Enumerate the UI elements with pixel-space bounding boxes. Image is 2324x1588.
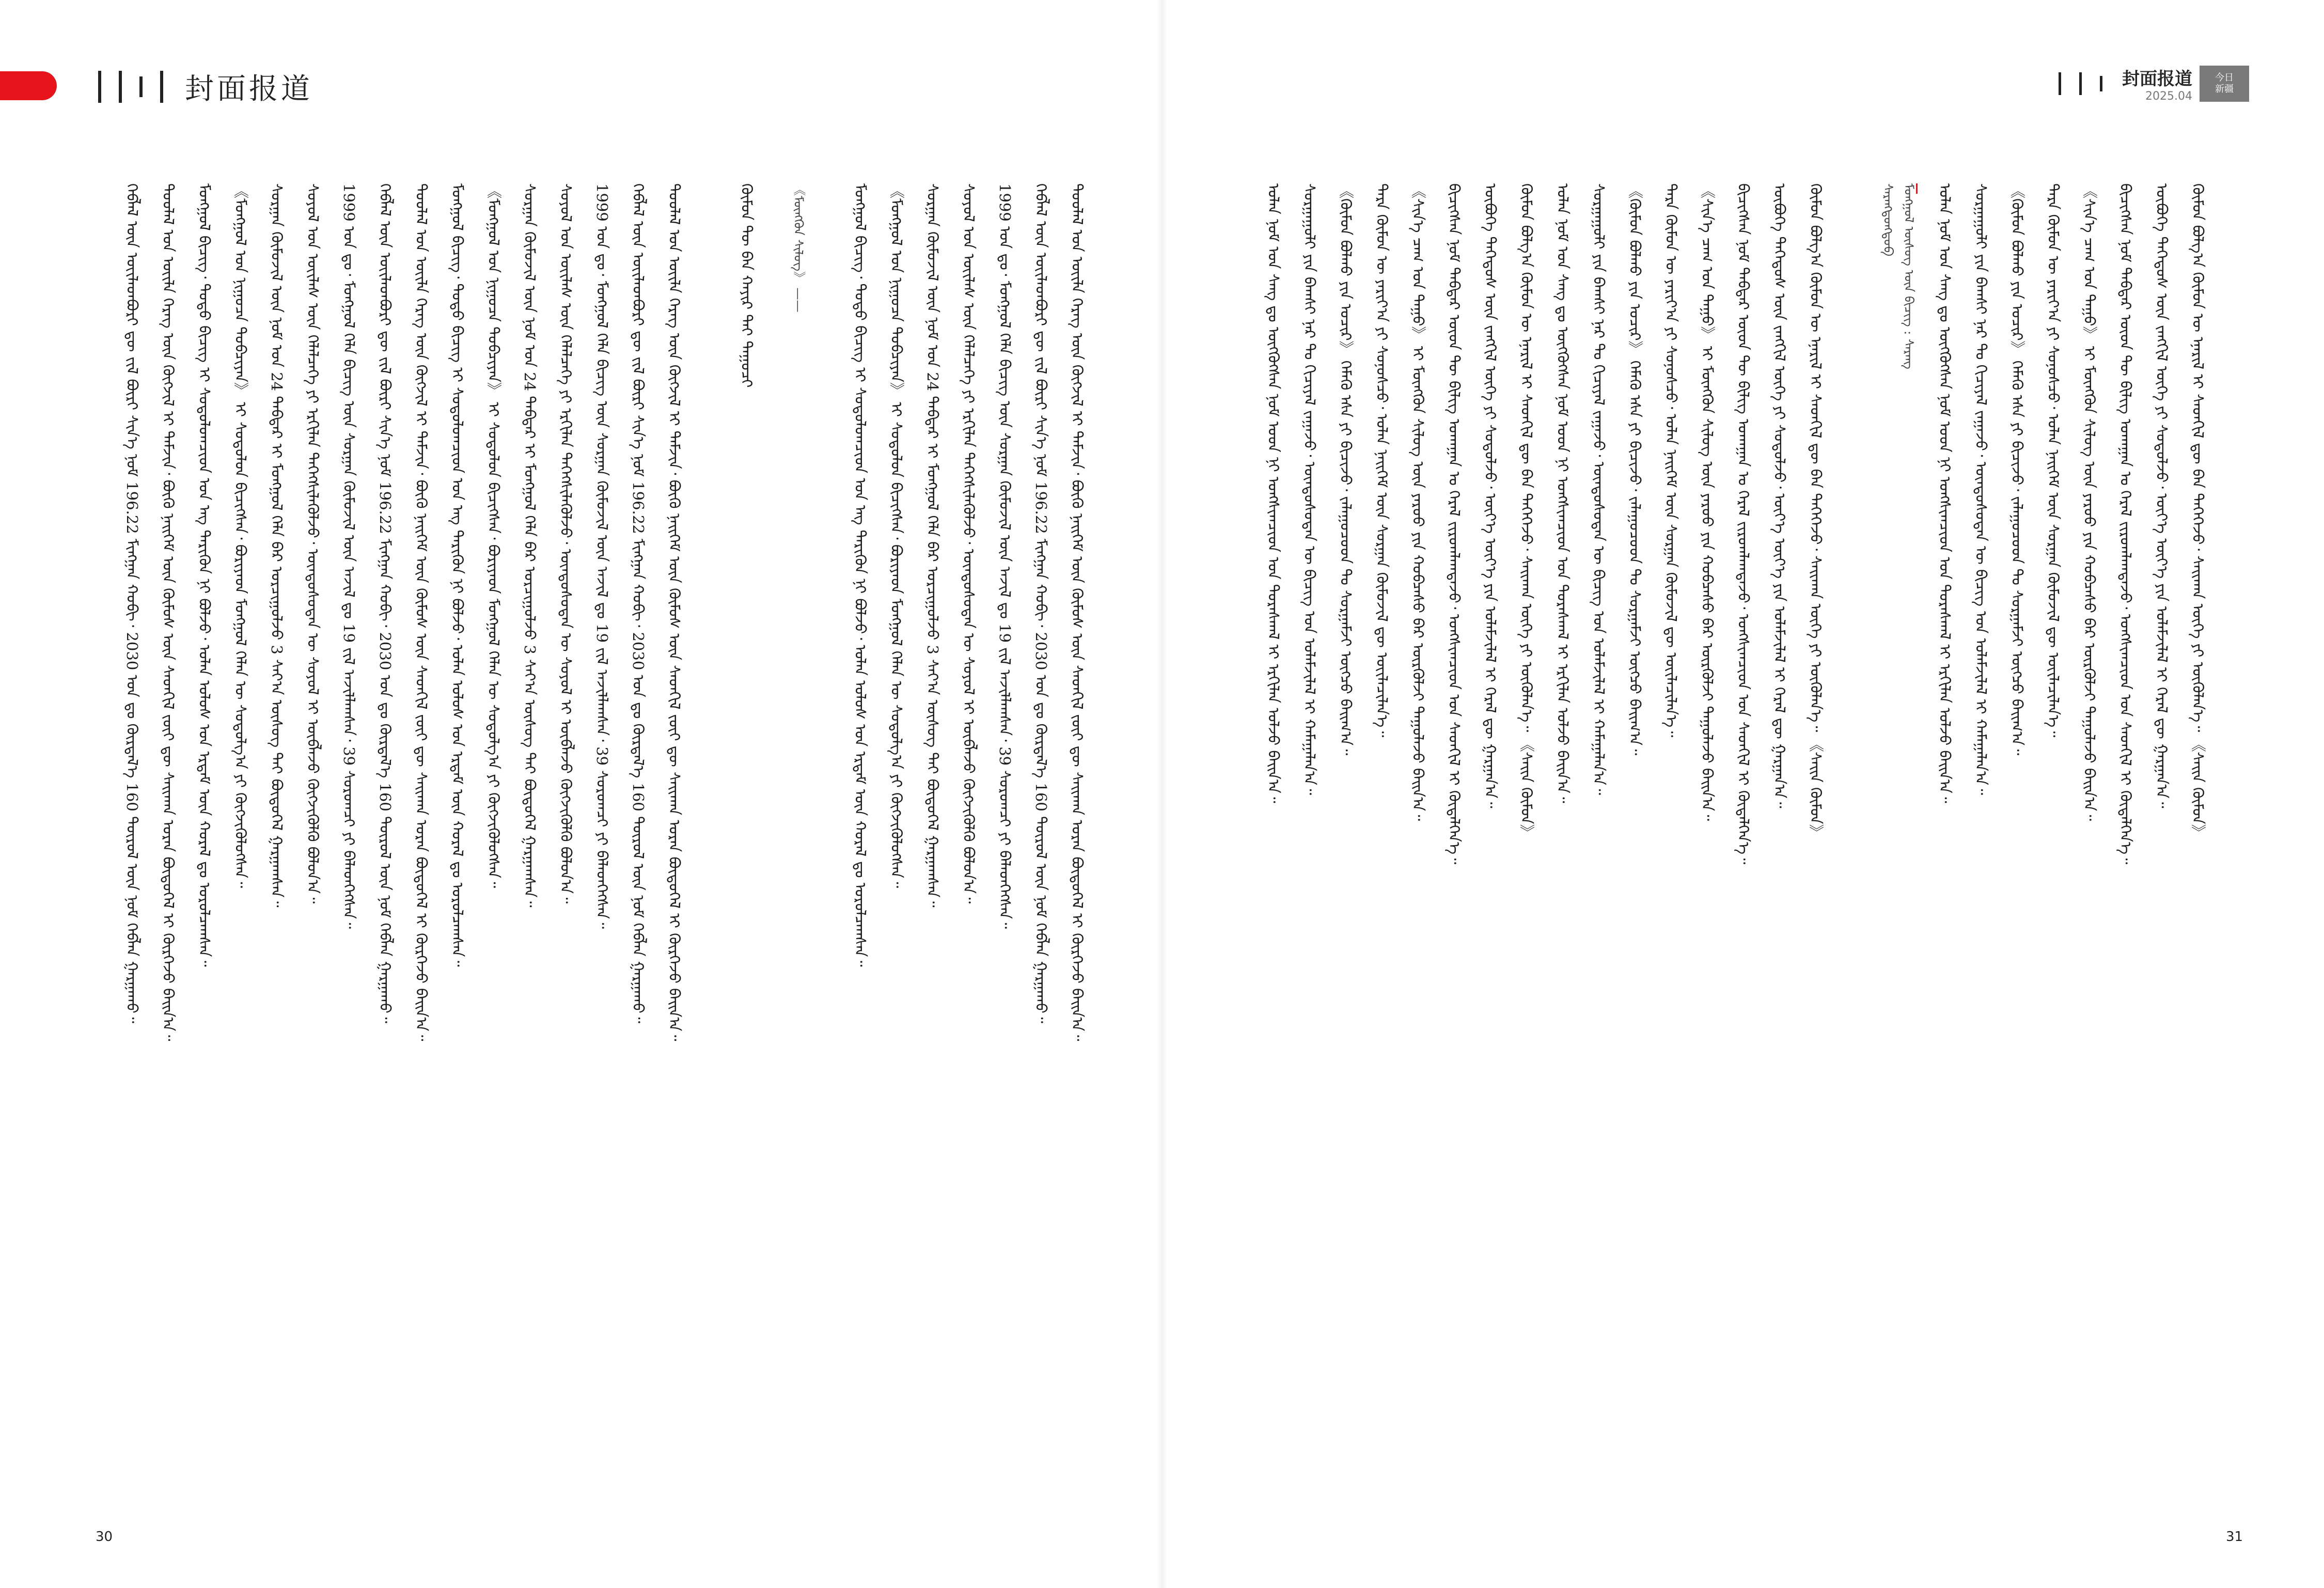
image-caption-2: ᠰᠡᠷᠡᠩᠳᠤᠩᠳᠤᠪ [1881, 183, 1895, 257]
right-header [2053, 65, 2249, 103]
right-col-8: ᠣᠯᠠᠨ ᠨᠣᠮ ᠤᠨ ᠰᠠᠩ ᠳᠤ ᠥᠭᠭᠦᠭᠰᠡᠨ ᠨᠣᠮ ᠤᠳ ᠨᠢ ᠤᠩᠰᠢᠭᠴᠢᠳ ᠤᠨ ᠳᠤᠷᠠᠰᠬᠠᠯ ᠢ ᠡᠷᠬᠢᠯᠡᠨ ᠣᠯᠵᠤ ᠪᠠᠢᠨ᠎ᠠ᠃ [1936, 183, 1954, 803]
mongolian-mark-icon [2094, 74, 2108, 94]
right-col-9b: ᠬᠦᠮᠦᠨ ᠪᠣᠯᠭ᠎ᠠ ᠬᠦᠮᠦᠨ ᠦ ᠡᠨᠡᠷᠢᠯ ᠢ ᠰᠡᠳᠬᠢᠯ ᠳᠦ ᠪᠡᠨ ᠲᠡᠭᠡᠭᠡᠵᠦ᠂ ᠰᠠᠢᠬᠠᠨ ᠦᠭᠡ ᠶᠢ ᠦᠭᠦᠯᠡᠨ᠎ᠡ᠃ 《ᠰᠠᠢᠨ ᠬᠦᠮᠦᠨ》 [1518, 183, 1535, 839]
right-col-3: ᠪᠢᠴᠢᠭᠰᠡᠨ ᠨᠣᠮ ᠳᠡᠪᠲᠡᠷ ᠦᠳ ᠲᠦ ᠪᠢᠯᠢᠭ ᠤᠬᠠᠭᠠᠨ ᠤ ᠭᠡᠷᠡᠯ ᠵᠢᠷᠤᠭᠯᠠᠭᠳᠠᠵᠤ᠂ ᠤᠩᠰᠢᠭᠴᠢᠳ ᠤᠨ ᠰᠡᠳᠬᠢᠯ ᠢ ᠬᠥᠳᠡᠯᠭᠡᠨ᠎ᠡ᠃ [2117, 183, 2134, 865]
right-col-6b: 《ᠬᠦᠮᠦᠨ ᠪᠣᠯᠬᠤ ᠶᠢᠨ ᠤᠴᠢᠷ》 ᠬᠡᠮᠡᠬᠦ ᠡᠰᠡ ᠶᠢ ᠪᠢᠴᠢᠵᠦ᠂ ᠵᠠᠯᠠᠭᠤᠴᠤᠳ ᠲᠤ ᠰᠤᠷᠭᠠᠮᠵᠢ ᠥᠭᠴᠦ ᠪᠠᠢᠭ᠎ᠠ᠃ [1626, 183, 1644, 756]
right-col-12b: 《ᠰᠢᠨ᠎ᠡ ᠴᠠᠭ ᠤᠨ ᠳᠠᠭᠤ》 ᠢ ᠮᠥᠩᠭᠦᠨ ᠰᠢᠯᠦᠭ ᠦᠨ ᠶᠠᠷᠤᠤ ᠶᠢᠨ ᠬᠤᠪᠴᠠᠰᠤ ᠪᠡᠷ ᠦᠷᠭᠦᠯᠵᠢ ᠳᠠᠭᠤᠯᠠᠵᠤ ᠪᠠᠢᠨ᠎ᠠ᠃ [1409, 183, 1427, 821]
page-number-right: 31 [2226, 1529, 2243, 1545]
left-col-7: ᠮᠣᠩᠭᠣᠯ ᠪᠢᠴᠢᠭ᠂ ᠲᠣᠳᠣ ᠪᠢᠴᠢᠭ ᠢ ᠰᠤᠳᠤᠯᠤᠭᠴᠢᠳ ᠤᠨ ᠡᠩ ᠲᠡᠷᠢᠭᠦᠨ ᠨᠢ ᠪᠣᠯᠵᠤ᠂ ᠣᠯᠠᠨ ᠤᠯᠤᠰ ᠤᠨ ᠡᠷᠳᠡᠮ ᠦᠨ ᠬᠤᠷᠠᠯ ᠳᠤ ᠣᠷᠣᠯᠴᠠᠭᠰᠠᠨ᠃ [852, 183, 869, 967]
mongolian-mark-icon [2053, 70, 2066, 97]
left-col-5: ᠰᠤᠷᠭᠠᠨ ᠬᠦᠮᠦᠵᠢᠯ ᠦᠨ ᠨᠣᠮ ᠤᠨ 24 ᠳᠡᠪᠲᠡᠷ ᠢ ᠮᠣᠩᠭᠣᠯ ᠬᠡᠯᠡ ᠪᠡᠷ ᠣᠷᠴᠢᠭᠤᠯᠵᠤ 3 ᠰᠠᠶ᠎ᠠ ᠦᠰᠦᠭ ᠲᠡᠢ ᠪᠦᠲᠦᠭᠡᠯ ᠭᠠᠷᠭᠠᠭᠰᠠᠨ᠃ [924, 183, 941, 908]
right-col-15b: ᠰᠤᠷᠭᠠᠭᠤᠯᠢ ᠶᠢᠨ ᠪᠠᠭᠰᠢ ᠨᠠᠷ ᠲᠤ ᠬᠢᠴᠢᠶᠡᠯ ᠵᠠᠭᠠᠵᠤ᠂ ᠦᠨᠳᠦᠰᠦᠲᠡᠨ ᠦ ᠪᠢᠴᠢᠭ ᠤᠨ ᠤᠯᠠᠮᠵᠢᠯᠠᠯ ᠢ ᠬᠠᠮᠠᠭᠠᠯᠠᠨ᠎ᠠ᠃ [1301, 183, 1318, 795]
mongolian-mark-icon [114, 69, 127, 105]
right-col-11b: ᠪᠢᠴᠢᠭᠰᠡᠨ ᠨᠣᠮ ᠳᠡᠪᠲᠡᠷ ᠦᠳ ᠲᠦ ᠪᠢᠯᠢᠭ ᠤᠬᠠᠭᠠᠨ ᠤ ᠭᠡᠷᠡᠯ ᠵᠢᠷᠤᠭᠯᠠᠭᠳᠠᠵᠤ᠂ ᠤᠩᠰᠢᠭᠴᠢᠳ ᠤᠨ ᠰᠡᠳᠬᠢᠯ ᠢ ᠬᠥᠳᠡᠯᠭᠡᠨ᠎ᠡ᠃ [1446, 183, 1463, 865]
section-red-tab [0, 71, 57, 100]
left-subheading: ᠬᠦᠮᠦᠨ ᠲᠦ ᠪᠡᠨ ᠬᠠᠶᠢᠷ ᠲᠠᠢ ᠳᠠᠭᠤᠴᠢ [738, 183, 756, 388]
right-col-2: ᠥᠪᠦᠭᠡ ᠳᠡᠭᠡᠳᠦᠰ ᠦᠨ ᠵᠠᠩᠭᠢᠯ ᠦᠭᠡ ᠶᠢ ᠰᠤᠳᠤᠯᠵᠤ᠂ ᠦᠶ᠎ᠡ ᠦᠶ᠎ᠡ ᠶᠢᠨ ᠤᠯᠠᠮᠵᠢᠯᠠᠯ ᠢ ᠭᠡᠷᠡᠯ ᠳᠦ ᠭᠠᠷᠭᠠᠨ᠎ᠠ᠃ [2153, 183, 2171, 808]
right-col-5: ᠲᠡᠷᠡ ᠬᠦᠮᠦᠨ ᠦ ᠶᠠᠷᠢᠶ᠎ᠠ ᠶᠢ ᠰᠣᠨᠣᠰᠴᠤ᠂ ᠤᠯᠠᠨ ᠨᠡᠢᠭᠡᠮ ᠦᠨ ᠰᠤᠷᠭᠠᠨ ᠬᠦᠮᠦᠵᠢᠯ ᠳᠦ ᠦᠢᠯᠡᠴᠢᠯᠡᠨ᠎ᠡ᠃ [2045, 183, 2062, 738]
right-col-13b: ᠲᠡᠷᠡ ᠬᠦᠮᠦᠨ ᠦ ᠶᠠᠷᠢᠶ᠎ᠠ ᠶᠢ ᠰᠣᠨᠣᠰᠴᠤ᠂ ᠤᠯᠠᠨ ᠨᠡᠢᠭᠡᠮ ᠦᠨ ᠰᠤᠷᠭᠠᠨ ᠬᠦᠮᠦᠵᠢᠯ ᠳᠦ ᠦᠢᠯᠡᠴᠢᠯᠡᠨ᠎ᠡ᠃ [1373, 183, 1391, 738]
issue-date: 2025.04 [2145, 90, 2192, 103]
right-col-4: 《ᠰᠢᠨ᠎ᠡ ᠴᠠᠭ ᠤᠨ ᠳᠠᠭᠤ》 ᠢ ᠮᠥᠩᠭᠦᠨ ᠰᠢᠯᠦᠭ ᠦᠨ ᠶᠠᠷᠤᠤ ᠶᠢᠨ ᠬᠤᠪᠴᠠᠰᠤ ᠪᠡᠷ ᠦᠷᠭᠦᠯᠵᠢ ᠳᠠᠭᠤᠯᠠᠵᠤ ᠪᠠᠢᠨ᠎ᠠ᠃ [2081, 183, 2098, 821]
left-quote-column: 《ᠮᠥᠩᠭᠦᠨ ᠰᠢᠯᠦᠭ》 —— [791, 183, 806, 313]
right-col-14b: 《ᠬᠦᠮᠦᠨ ᠪᠣᠯᠬᠤ ᠶᠢᠨ ᠤᠴᠢᠷ》 ᠬᠡᠮᠡᠬᠦ ᠡᠰᠡ ᠶᠢ ᠪᠢᠴᠢᠵᠦ᠂ ᠵᠠᠯᠠᠭᠤᠴᠤᠳ ᠲᠤ ᠰᠤᠷᠭᠠᠮᠵᠢ ᠥᠭᠴᠦ ᠪᠠᠢᠭ᠎ᠠ᠃ [1337, 183, 1355, 756]
left-col-14b: ᠮᠣᠩᠭᠣᠯ ᠪᠢᠴᠢᠭ᠂ ᠲᠣᠳᠣ ᠪᠢᠴᠢᠭ ᠢ ᠰᠤᠳᠤᠯᠤᠭᠴᠢᠳ ᠤᠨ ᠡᠩ ᠲᠡᠷᠢᠭᠦᠨ ᠨᠢ ᠪᠣᠯᠵᠤ᠂ ᠣᠯᠠᠨ ᠤᠯᠤᠰ ᠤᠨ ᠡᠷᠳᠡᠮ ᠦᠨ ᠬᠤᠷᠠᠯ ᠳᠤ ᠣᠷᠣᠯᠴᠠᠭᠰᠠᠨ᠃ [196, 183, 213, 967]
left-col-10b: 1999 ᠣᠨ ᠳᠤ᠂ ᠮᠣᠩᠭᠣᠯ ᠬᠡᠯᠡ ᠪᠢᠴᠢᠭ ᠦᠨ ᠰᠤᠷᠭᠠᠨ ᠬᠦᠮᠦᠵᠢᠯ ᠦᠨ ᠠᠵᠢᠯ ᠳᠤ 19 ᠵᠢᠯ ᠠᠵᠢᠯᠯᠠᠭᠰᠠᠨ᠂ 39 ᠰᠤᠷᠤᠭᠴᠢ ᠶᠢ ᠪᠡᠯᠡᠳᠬᠡᠭᠰᠡᠨ᠃ [340, 183, 358, 929]
mongolian-mark-icon [93, 69, 106, 105]
right-col-10b: ᠥᠪᠦᠭᠡ ᠳᠡᠭᠡᠳᠦᠰ ᠦᠨ ᠵᠠᠩᠭᠢᠯ ᠦᠭᠡ ᠶᠢ ᠰᠤᠳᠤᠯᠵᠤ᠂ ᠦᠶ᠎ᠡ ᠦᠶ᠎ᠡ ᠶᠢᠨ ᠤᠯᠠᠮᠵᠢᠯᠠᠯ ᠢ ᠭᠡᠷᠡᠯ ᠳᠦ ᠭᠠᠷᠭᠠᠨ᠎ᠠ᠃ [1482, 183, 1499, 808]
right-col-2b: ᠥᠪᠦᠭᠡ ᠳᠡᠭᠡᠳᠦᠰ ᠦᠨ ᠵᠠᠩᠭᠢᠯ ᠦᠭᠡ ᠶᠢ ᠰᠤᠳᠤᠯᠵᠤ᠂ ᠦᠶ᠎ᠡ ᠦᠶ᠎ᠡ ᠶᠢᠨ ᠤᠯᠠᠮᠵᠢᠯᠠᠯ ᠢ ᠭᠡᠷᠡᠯ ᠳᠦ ᠭᠠᠷᠭᠠᠨ᠎ᠠ᠃ [1771, 183, 1788, 808]
right-col-5b: ᠲᠡᠷᠡ ᠬᠦᠮᠦᠨ ᠦ ᠶᠠᠷᠢᠶ᠎ᠠ ᠶᠢ ᠰᠣᠨᠣᠰᠴᠤ᠂ ᠤᠯᠠᠨ ᠨᠡᠢᠭᠡᠮ ᠦᠨ ᠰᠤᠷᠭᠠᠨ ᠬᠦᠮᠦᠵᠢᠯ ᠳᠦ ᠦᠢᠯᠡᠴᠢᠯᠡᠨ᠎ᠡ᠃ [1662, 183, 1680, 738]
section-title: 封面报道 [185, 72, 313, 106]
left-col-1b: ᠳᠤᠤᠯᠠᠯ ᠤᠨ ᠦᠢᠯᠡ ᠬᠡᠷᠡᠭ ᠦᠨ ᠬᠥᠭᠵᠢᠯ ᠢ ᠳᠡᠮᠵᠢᠨ᠂ ᠪᠥᠬᠦ ᠨᠡᠢᠭᠡᠮ ᠦᠨ ᠬᠦᠮᠦᠰ ᠦᠨ ᠰᠡᠳᠬᠢᠯ ᠵᠦᠢ ᠳᠦ ᠰᠠᠢᠬᠠᠨ ᠤᠷᠠᠨ ᠪᠦᠲᠦᠭᠡᠯ ᠢ ᠬᠦᠷᠭᠡᠵᠦ ᠪᠠᠢᠨ᠎ᠠ᠃ [666, 183, 683, 1041]
section-title-right: 封面报道 [2122, 69, 2192, 89]
left-col-2b: ᠬᠡᠪᠯᠡᠯ ᠦᠨ ᠦᠢᠯᠡᠳᠪᠦᠷᠢ ᠳᠦ ᠵᠢᠯ ᠪᠦᠷᠢ ᠰᠢᠨ᠎ᠡ ᠨᠣᠮ 196.22 ᠮᠢᠩᠭ᠋ᠠᠨ ᠬᠤᠪᠢ᠂ 2030 ᠣᠨ ᠳᠤ ᠬᠦᠷᠲᠡᠯ᠎ᠡ 160 ᠲᠥᠷᠥᠯ ᠦᠨ ᠨᠣᠮ ᠬᠡᠪᠯᠡᠨ ᠭᠠᠷᠭᠠᠬᠤ᠃ [630, 183, 647, 1023]
mongolian-mark-icon [2074, 70, 2087, 97]
right-col-4b: 《ᠰᠢᠨ᠎ᠡ ᠴᠠᠭ ᠤᠨ ᠳᠠᠭᠤ》 ᠢ ᠮᠥᠩᠭᠦᠨ ᠰᠢᠯᠦᠭ ᠦᠨ ᠶᠠᠷᠤᠤ ᠶᠢᠨ ᠬᠤᠪᠴᠠᠰᠤ ᠪᠡᠷ ᠦᠷᠭᠦᠯᠵᠢ ᠳᠠᠭᠤᠯᠠᠵᠤ ᠪᠠᠢᠨ᠎ᠠ᠃ [1699, 183, 1716, 821]
left-header [93, 61, 313, 113]
right-col-8b: ᠣᠯᠠᠨ ᠨᠣᠮ ᠤᠨ ᠰᠠᠩ ᠳᠤ ᠥᠭᠭᠦᠭᠰᠡᠨ ᠨᠣᠮ ᠤᠳ ᠨᠢ ᠤᠩᠰᠢᠭᠴᠢᠳ ᠤᠨ ᠳᠤᠷᠠᠰᠬᠠᠯ ᠢ ᠡᠷᠬᠢᠯᠡᠨ ᠣᠯᠵᠤ ᠪᠠᠢᠨ᠎ᠠ᠃ [1554, 183, 1572, 803]
right-col-1b: ᠬᠦᠮᠦᠨ ᠪᠣᠯᠭ᠎ᠠ ᠬᠦᠮᠦᠨ ᠦ ᠡᠨᠡᠷᠢᠯ ᠢ ᠰᠡᠳᠬᠢᠯ ᠳᠦ ᠪᠡᠨ ᠲᠡᠭᠡᠭᠡᠵᠦ᠂ ᠰᠠᠢᠬᠠᠨ ᠦᠭᠡ ᠶᠢ ᠦᠭᠦᠯᠡᠨ᠎ᠡ᠃ 《ᠰᠠᠢᠨ ᠬᠦᠮᠦᠨ》 [1807, 183, 1825, 839]
right-col-16b: ᠣᠯᠠᠨ ᠨᠣᠮ ᠤᠨ ᠰᠠᠩ ᠳᠤ ᠥᠭᠭᠦᠭᠰᠡᠨ ᠨᠣᠮ ᠤᠳ ᠨᠢ ᠤᠩᠰᠢᠭᠴᠢᠳ ᠤᠨ ᠳᠤᠷᠠᠰᠬᠠᠯ ᠢ ᠡᠷᠬᠢᠯᠡᠨ ᠣᠯᠵᠤ ᠪᠠᠢᠨ᠎ᠠ᠃ [1265, 183, 1282, 803]
magazine-logo: 今日 新疆 [2200, 66, 2249, 102]
left-col-4: ᠰᠣᠶᠣᠯ ᠤᠨ ᠦᠢᠯᠡᠰ ᠦᠨ ᠬᠡᠯᠡᠯᠴᠡᠭᠡ ᠶᠢ ᠡᠷᠬᠢᠯᠡᠨ ᠳᠡᠭᠡᠭᠰᠢᠯᠡᠭᠦᠯᠵᠦ᠂ ᠦᠨᠳᠦᠰᠦᠲᠡᠨ ᠦ ᠰᠣᠶᠣᠯ ᠢ ᠥᠪᠯᠡᠵᠦ ᠬᠥᠭᠵᠢᠭᠦᠯᠬᠦ ᠪᠣᠯᠤᠨ᠎ᠠ᠃ [960, 183, 978, 904]
left-col-2: ᠬᠡᠪᠯᠡᠯ ᠦᠨ ᠦᠢᠯᠡᠳᠪᠦᠷᠢ ᠳᠦ ᠵᠢᠯ ᠪᠦᠷᠢ ᠰᠢᠨ᠎ᠡ ᠨᠣᠮ 196.22 ᠮᠢᠩᠭ᠋ᠠᠨ ᠬᠤᠪᠢ᠂ 2030 ᠣᠨ ᠳᠤ ᠬᠦᠷᠲᠡᠯ᠎ᠡ 160 ᠲᠥᠷᠥᠯ ᠦᠨ ᠨᠣᠮ ᠬᠡᠪᠯᠡᠨ ᠭᠠᠷᠭᠠᠬᠤ᠃ [1032, 183, 1050, 1023]
image-caption-1: ᠮᠣᠩᠭᠣᠯ ᠦᠰᠦᠭ ᠦᠨ ᠪᠢᠴᠢᠭ᠌ : ᠰᠡᠷᠡᠩ [1902, 183, 1916, 369]
left-col-12b: ᠰᠤᠷᠭᠠᠨ ᠬᠦᠮᠦᠵᠢᠯ ᠦᠨ ᠨᠣᠮ ᠤᠨ 24 ᠳᠡᠪᠲᠡᠷ ᠢ ᠮᠣᠩᠭᠣᠯ ᠬᠡᠯᠡ ᠪᠡᠷ ᠣᠷᠴᠢᠭᠤᠯᠵᠤ 3 ᠰᠠᠶ᠎ᠠ ᠦᠰᠦᠭ ᠲᠡᠢ ᠪᠦᠲᠦᠭᠡᠯ ᠭᠠᠷᠭᠠᠭᠰᠠᠨ᠃ [268, 183, 286, 908]
mongolian-mark-icon [155, 69, 168, 105]
right-page [1162, 0, 2324, 1588]
right-col-3b: ᠪᠢᠴᠢᠭᠰᠡᠨ ᠨᠣᠮ ᠳᠡᠪᠲᠡᠷ ᠦᠳ ᠲᠦ ᠪᠢᠯᠢᠭ ᠤᠬᠠᠭᠠᠨ ᠤ ᠭᠡᠷᠡᠯ ᠵᠢᠷᠤᠭᠯᠠᠭᠳᠠᠵᠤ᠂ ᠤᠩᠰᠢᠭᠴᠢᠳ ᠤᠨ ᠰᠡᠳᠬᠢᠯ ᠢ ᠬᠥᠳᠡᠯᠭᠡᠨ᠎ᠡ᠃ [1735, 183, 1752, 865]
left-col-15b: ᠳᠤᠤᠯᠠᠯ ᠤᠨ ᠦᠢᠯᠡ ᠬᠡᠷᠡᠭ ᠦᠨ ᠬᠥᠭᠵᠢᠯ ᠢ ᠳᠡᠮᠵᠢᠨ᠂ ᠪᠥᠬᠦ ᠨᠡᠢᠭᠡᠮ ᠦᠨ ᠬᠦᠮᠦᠰ ᠦᠨ ᠰᠡᠳᠬᠢᠯ ᠵᠦᠢ ᠳᠦ ᠰᠠᠢᠬᠠᠨ ᠤᠷᠠᠨ ᠪᠦᠲᠦᠭᠡᠯ ᠢ ᠬᠦᠷᠭᠡᠵᠦ ᠪᠠᠢᠨ᠎ᠠ᠃ [160, 183, 177, 1041]
left-col-5b: ᠰᠤᠷᠭᠠᠨ ᠬᠦᠮᠦᠵᠢᠯ ᠦᠨ ᠨᠣᠮ ᠤᠨ 24 ᠳᠡᠪᠲᠡᠷ ᠢ ᠮᠣᠩᠭᠣᠯ ᠬᠡᠯᠡ ᠪᠡᠷ ᠣᠷᠴᠢᠭᠤᠯᠵᠤ 3 ᠰᠠᠶ᠎ᠠ ᠦᠰᠦᠭ ᠲᠡᠢ ᠪᠦᠲᠦᠭᠡᠯ ᠭᠠᠷᠭᠠᠭᠰᠠᠨ᠃ [521, 183, 539, 908]
right-col-1: ᠬᠦᠮᠦᠨ ᠪᠣᠯᠭ᠎ᠠ ᠬᠦᠮᠦᠨ ᠦ ᠡᠨᠡᠷᠢᠯ ᠢ ᠰᠡᠳᠬᠢᠯ ᠳᠦ ᠪᠡᠨ ᠲᠡᠭᠡᠭᠡᠵᠦ᠂ ᠰᠠᠢᠬᠠᠨ ᠦᠭᠡ ᠶᠢ ᠦᠭᠦᠯᠡᠨ᠎ᠡ᠃ 《ᠰᠠᠢᠨ ᠬᠦᠮᠦᠨ》 [2189, 183, 2207, 839]
left-col-1: ᠳᠤᠤᠯᠠᠯ ᠤᠨ ᠦᠢᠯᠡ ᠬᠡᠷᠡᠭ ᠦᠨ ᠬᠥᠭᠵᠢᠯ ᠢ ᠳᠡᠮᠵᠢᠨ᠂ ᠪᠥᠬᠦ ᠨᠡᠢᠭᠡᠮ ᠦᠨ ᠬᠦᠮᠦᠰ ᠦᠨ ᠰᠡᠳᠬᠢᠯ ᠵᠦᠢ ᠳᠦ ᠰᠠᠢᠬᠠᠨ ᠤᠷᠠᠨ ᠪᠦᠲᠦᠭᠡᠯ ᠢ ᠬᠦᠷᠭᠡᠵᠦ ᠪᠠᠢᠨ᠎ᠠ᠃ [1069, 183, 1086, 1041]
left-col-8b: ᠳᠤᠤᠯᠠᠯ ᠤᠨ ᠦᠢᠯᠡ ᠬᠡᠷᠡᠭ ᠦᠨ ᠬᠥᠭᠵᠢᠯ ᠢ ᠳᠡᠮᠵᠢᠨ᠂ ᠪᠥᠬᠦ ᠨᠡᠢᠭᠡᠮ ᠦᠨ ᠬᠦᠮᠦᠰ ᠦᠨ ᠰᠡᠳᠬᠢᠯ ᠵᠦᠢ ᠳᠦ ᠰᠠᠢᠬᠠᠨ ᠤᠷᠠᠨ ᠪᠦᠲᠦᠭᠡᠯ ᠢ ᠬᠦᠷᠭᠡᠵᠦ ᠪᠠᠢᠨ᠎ᠠ᠃ [413, 183, 430, 1041]
right-col-7: ᠰᠤᠷᠭᠠᠭᠤᠯᠢ ᠶᠢᠨ ᠪᠠᠭᠰᠢ ᠨᠠᠷ ᠲᠤ ᠬᠢᠴᠢᠶᠡᠯ ᠵᠠᠭᠠᠵᠤ᠂ ᠦᠨᠳᠦᠰᠦᠲᠡᠨ ᠦ ᠪᠢᠴᠢᠭ ᠤᠨ ᠤᠯᠠᠮᠵᠢᠯᠠᠯ ᠢ ᠬᠠᠮᠠᠭᠠᠯᠠᠨ᠎ᠠ᠃ [1972, 183, 1990, 795]
left-col-6b: 《ᠮᠣᠩᠭᠣᠯ ᠤᠨ ᠨᠢᠭᠤᠴᠠ ᠲᠣᠪᠴᠢᠶᠠᠨ》 ᠢ ᠰᠤᠳᠤᠯᠤᠨ ᠪᠢᠴᠢᠭᠰᠡᠨ᠂ ᠪᠤᠷᠢᠶᠠᠳ ᠮᠣᠩᠭᠣᠯ ᠬᠡᠯᠡᠨ ᠦ ᠰᠤᠳᠤᠯᠭ᠎ᠠ ᠶᠢ ᠬᠥᠭᠵᠢᠭᠦᠯᠦᠭᠰᠡᠨ᠃ [485, 183, 503, 888]
left-col-13b: 《ᠮᠣᠩᠭᠣᠯ ᠤᠨ ᠨᠢᠭᠤᠴᠠ ᠲᠣᠪᠴᠢᠶᠠᠨ》 ᠢ ᠰᠤᠳᠤᠯᠤᠨ ᠪᠢᠴᠢᠭᠰᠡᠨ᠂ ᠪᠤᠷᠢᠶᠠᠳ ᠮᠣᠩᠭᠣᠯ ᠬᠡᠯᠡᠨ ᠦ ᠰᠤᠳᠤᠯᠭ᠎ᠠ ᠶᠢ ᠬᠥᠭᠵᠢᠭᠦᠯᠦᠭᠰᠡᠨ᠃ [232, 183, 249, 888]
left-col-7b: ᠮᠣᠩᠭᠣᠯ ᠪᠢᠴᠢᠭ᠂ ᠲᠣᠳᠣ ᠪᠢᠴᠢᠭ ᠢ ᠰᠤᠳᠤᠯᠤᠭᠴᠢᠳ ᠤᠨ ᠡᠩ ᠲᠡᠷᠢᠭᠦᠨ ᠨᠢ ᠪᠣᠯᠵᠤ᠂ ᠣᠯᠠᠨ ᠤᠯᠤᠰ ᠤᠨ ᠡᠷᠳᠡᠮ ᠦᠨ ᠬᠤᠷᠠᠯ ᠳᠤ ᠣᠷᠣᠯᠴᠠᠭᠰᠠᠨ᠃ [449, 183, 466, 967]
left-col-9b: ᠬᠡᠪᠯᠡᠯ ᠦᠨ ᠦᠢᠯᠡᠳᠪᠦᠷᠢ ᠳᠦ ᠵᠢᠯ ᠪᠦᠷᠢ ᠰᠢᠨ᠎ᠡ ᠨᠣᠮ 196.22 ᠮᠢᠩᠭ᠋ᠠᠨ ᠬᠤᠪᠢ᠂ 2030 ᠣᠨ ᠳᠤ ᠬᠦᠷᠲᠡᠯ᠎ᠡ 160 ᠲᠥᠷᠥᠯ ᠦᠨ ᠨᠣᠮ ᠬᠡᠪᠯᠡᠨ ᠭᠠᠷᠭᠠᠬᠤ᠃ [376, 183, 394, 1023]
title-block [2122, 65, 2192, 103]
red-divider [1916, 183, 1918, 194]
left-col-16b: ᠬᠡᠪᠯᠡᠯ ᠦᠨ ᠦᠢᠯᠡᠳᠪᠦᠷᠢ ᠳᠦ ᠵᠢᠯ ᠪᠦᠷᠢ ᠰᠢᠨ᠎ᠡ ᠨᠣᠮ 196.22 ᠮᠢᠩᠭ᠋ᠠᠨ ᠬᠤᠪᠢ᠂ 2030 ᠣᠨ ᠳᠤ ᠬᠦᠷᠲᠡᠯ᠎ᠡ 160 ᠲᠥᠷᠥᠯ ᠦᠨ ᠨᠣᠮ ᠬᠡᠪᠯᠡᠨ ᠭᠠᠷᠭᠠᠬᠤ᠃ [123, 183, 141, 1023]
left-col-11b: ᠰᠣᠶᠣᠯ ᠤᠨ ᠦᠢᠯᠡᠰ ᠦᠨ ᠬᠡᠯᠡᠯᠴᠡᠭᠡ ᠶᠢ ᠡᠷᠬᠢᠯᠡᠨ ᠳᠡᠭᠡᠭᠰᠢᠯᠡᠭᠦᠯᠵᠦ᠂ ᠦᠨᠳᠦᠰᠦᠲᠡᠨ ᠦ ᠰᠣᠶᠣᠯ ᠢ ᠥᠪᠯᠡᠵᠦ ᠬᠥᠭᠵᠢᠭᠦᠯᠬᠦ ᠪᠣᠯᠤᠨ᠎ᠠ᠃ [304, 183, 322, 904]
page-number-left: 30 [96, 1529, 113, 1545]
left-col-3b: 1999 ᠣᠨ ᠳᠤ᠂ ᠮᠣᠩᠭᠣᠯ ᠬᠡᠯᠡ ᠪᠢᠴᠢᠭ ᠦᠨ ᠰᠤᠷᠭᠠᠨ ᠬᠦᠮᠦᠵᠢᠯ ᠦᠨ ᠠᠵᠢᠯ ᠳᠤ 19 ᠵᠢᠯ ᠠᠵᠢᠯᠯᠠᠭᠰᠠᠨ᠂ 39 ᠰᠤᠷᠤᠭᠴᠢ ᠶᠢ ᠪᠡᠯᠡᠳᠬᠡᠭᠰᠡᠨ᠃ [593, 183, 611, 929]
left-col-4b: ᠰᠣᠶᠣᠯ ᠤᠨ ᠦᠢᠯᠡᠰ ᠦᠨ ᠬᠡᠯᠡᠯᠴᠡᠭᠡ ᠶᠢ ᠡᠷᠬᠢᠯᠡᠨ ᠳᠡᠭᠡᠭᠰᠢᠯᠡᠭᠦᠯᠵᠦ᠂ ᠦᠨᠳᠦᠰᠦᠲᠡᠨ ᠦ ᠰᠣᠶᠣᠯ ᠢ ᠥᠪᠯᠡᠵᠦ ᠬᠥᠭᠵᠢᠭᠦᠯᠬᠦ ᠪᠣᠯᠤᠨ᠎ᠠ᠃ [557, 183, 575, 904]
left-col-6: 《ᠮᠣᠩᠭᠣᠯ ᠤᠨ ᠨᠢᠭᠤᠴᠠ ᠲᠣᠪᠴᠢᠶᠠᠨ》 ᠢ ᠰᠤᠳᠤᠯᠤᠨ ᠪᠢᠴᠢᠭᠰᠡᠨ᠂ ᠪᠤᠷᠢᠶᠠᠳ ᠮᠣᠩᠭᠣᠯ ᠬᠡᠯᠡᠨ ᠦ ᠰᠤᠳᠤᠯᠭ᠎ᠠ ᠶᠢ ᠬᠥᠭᠵᠢᠭᠦᠯᠦᠭᠰᠡᠨ᠃ [888, 183, 905, 888]
right-col-6: 《ᠬᠦᠮᠦᠨ ᠪᠣᠯᠬᠤ ᠶᠢᠨ ᠤᠴᠢᠷ》 ᠬᠡᠮᠡᠬᠦ ᠡᠰᠡ ᠶᠢ ᠪᠢᠴᠢᠵᠦ᠂ ᠵᠠᠯᠠᠭᠤᠴᠤᠳ ᠲᠤ ᠰᠤᠷᠭᠠᠮᠵᠢ ᠥᠭᠴᠦ ᠪᠠᠢᠭ᠎ᠠ᠃ [2008, 183, 2026, 756]
mongolian-mark-icon [134, 74, 148, 99]
right-col-7b: ᠰᠤᠷᠭᠠᠭᠤᠯᠢ ᠶᠢᠨ ᠪᠠᠭᠰᠢ ᠨᠠᠷ ᠲᠤ ᠬᠢᠴᠢᠶᠡᠯ ᠵᠠᠭᠠᠵᠤ᠂ ᠦᠨᠳᠦᠰᠦᠲᠡᠨ ᠦ ᠪᠢᠴᠢᠭ ᠤᠨ ᠤᠯᠠᠮᠵᠢᠯᠠᠯ ᠢ ᠬᠠᠮᠠᠭᠠᠯᠠᠨ᠎ᠠ᠃ [1590, 183, 1608, 795]
left-col-3: 1999 ᠣᠨ ᠳᠤ᠂ ᠮᠣᠩᠭᠣᠯ ᠬᠡᠯᠡ ᠪᠢᠴᠢᠭ ᠦᠨ ᠰᠤᠷᠭᠠᠨ ᠬᠦᠮᠦᠵᠢᠯ ᠦᠨ ᠠᠵᠢᠯ ᠳᠤ 19 ᠵᠢᠯ ᠠᠵᠢᠯᠯᠠᠭᠰᠠᠨ᠂ 39 ᠰᠤᠷᠤᠭᠴᠢ ᠶᠢ ᠪᠡᠯᠡᠳᠬᠡᠭᠰᠡᠨ᠃ [996, 183, 1014, 929]
